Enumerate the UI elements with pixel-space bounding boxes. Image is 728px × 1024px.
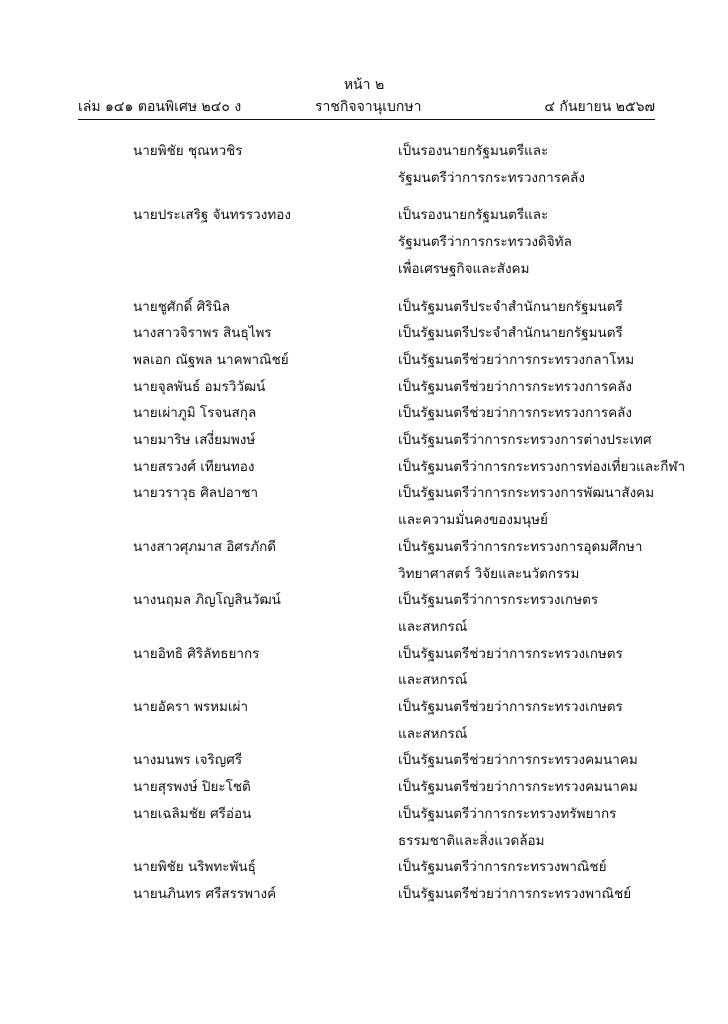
appointee-name: นายมาริษ เสงี่ยมพงษ์ (133, 432, 256, 449)
appointment-row (0, 534, 728, 587)
appointee-position (398, 587, 718, 640)
appointment-row (0, 480, 728, 533)
position-line: เป็นรัฐมนตรีว่าการกระทรวงการต่างประเทศ (398, 432, 652, 449)
appointee-name: นางสาวจิราพร สินธุไพร (133, 325, 272, 342)
appointee-name: นายจุลพันธ์ อมรวิวัฒน์ (133, 378, 266, 395)
appointee-position (398, 801, 718, 854)
appointee-position (398, 534, 718, 587)
position-line: เป็นรัฐมนตรีช่วยว่าการกระทรวงคมนาคม (398, 752, 638, 769)
appointee-position (398, 320, 718, 347)
appointment-row (0, 774, 728, 801)
publication-title: ราชกิจจานุเบกษา (315, 99, 422, 115)
appointee-position (398, 774, 718, 801)
appointee-position (398, 641, 718, 694)
appointment-row (0, 694, 728, 747)
appointee-name: นางนฤมล ภิญโญสินวัฒน์ (133, 592, 281, 609)
appointee-position (398, 400, 718, 427)
position-line: และสหกรณ์ (398, 672, 468, 689)
appointee-name: นางมนพร เจริญศรี (133, 752, 243, 769)
appointee-position (398, 747, 718, 774)
appointee-name: นายอัครา พรหมเผ่า (133, 699, 249, 716)
appointee-position (398, 480, 718, 533)
appointee-name: นายชูศักดิ์ ศิรินิล (133, 298, 231, 315)
position-line: เป็นรัฐมนตรีว่าการกระทรวงทรัพยากร (398, 805, 617, 822)
appointment-row (0, 801, 728, 854)
header-divider (78, 119, 655, 120)
position-line: เป็นรัฐมนตรีช่วยว่าการกระทรวงคมนาคม (398, 779, 638, 796)
appointment-row (0, 587, 728, 640)
gazette-header (78, 96, 655, 116)
position-line: เป็นรัฐมนตรีว่าการกระทรวงการพัฒนาสังคม (398, 485, 655, 502)
appointee-name: นายอิทธิ ศิริลัทธยากร (133, 645, 260, 662)
appointee-position (398, 138, 718, 191)
appointee-position (398, 347, 718, 374)
appointee-position (398, 294, 718, 321)
row-spacer (0, 191, 728, 202)
page-number: หน้า ๒ (343, 77, 385, 93)
publication-date: ๔ กันยายน ๒๕๖๗ (544, 99, 655, 115)
position-line: เป็นรัฐมนตรีว่าการกระทรวงการอุดมศึกษา (398, 538, 643, 555)
appointment-row (0, 320, 728, 347)
appointee-position (398, 854, 718, 881)
appointment-row (0, 881, 728, 908)
appointee-name: พลเอก ณัฐพล นาคพาณิชย์ (133, 351, 289, 368)
appointee-position (398, 374, 718, 401)
position-line: เป็นรัฐมนตรีว่าการกระทรวงพาณิชย์ (398, 859, 607, 876)
position-line: รัฐมนตรีว่าการกระทรวงการคลัง (398, 169, 585, 186)
position-line: เป็นรัฐมนตรีช่วยว่าการกระทรวงการคลัง (398, 378, 632, 395)
position-line: เป็นรัฐมนตรีช่วยว่าการกระทรวงเกษตร (398, 645, 623, 662)
appointment-row (0, 347, 728, 374)
position-line: เป็นรัฐมนตรีช่วยว่าการกระทรวงการคลัง (398, 405, 632, 422)
appointment-row (0, 641, 728, 694)
position-line: วิทยาศาสตร์ วิจัยและนวัตกรรม (398, 565, 580, 582)
appointment-row (0, 400, 728, 427)
row-spacer (0, 283, 728, 294)
position-line: เป็นรัฐมนตรีว่าการกระทรวงเกษตร (398, 592, 599, 609)
position-line: เพื่อเศรษฐกิจและสังคม (398, 260, 530, 277)
position-line: เป็นรัฐมนตรีว่าการกระทรวงการท่องเที่ยวและกีฬา (398, 458, 686, 475)
position-line: และสหกรณ์ (398, 618, 468, 635)
appointment-row (0, 138, 728, 191)
appointee-position (398, 454, 718, 481)
position-line: เป็นรัฐมนตรีช่วยว่าการกระทรวงพาณิชย์ (398, 885, 632, 902)
appointee-name: นายประเสริฐ จันทรรวงทอง (133, 207, 291, 224)
appointment-row (0, 854, 728, 881)
appointee-name: นางสาวศุภมาส อิศรภักดี (133, 538, 277, 555)
position-line: เป็นรองนายกรัฐมนตรีและ (398, 143, 549, 159)
position-line: เป็นรัฐมนตรีช่วยว่าการกระทรวงเกษตร (398, 699, 623, 716)
position-line: และสหกรณ์ (398, 725, 468, 742)
appointee-position (398, 694, 718, 747)
appointee-name: นายพิชัย ชุณหวชิร (133, 143, 243, 159)
position-line: ธรรมชาติและสิ่งแวดล้อม (398, 832, 545, 849)
appointee-name: นายเผ่าภูมิ โรจนสกุล (133, 405, 257, 422)
position-line: รัฐมนตรีว่าการกระทรวงดิจิทัล (398, 234, 572, 251)
appointee-name: นายเฉลิมชัย ศรีอ่อน (133, 805, 252, 822)
position-line: เป็นรองนายกรัฐมนตรีและ (398, 207, 549, 224)
appointment-row (0, 374, 728, 401)
position-line: และความมั่นคงของมนุษย์ (398, 512, 548, 529)
appointment-row (0, 747, 728, 774)
appointment-row (0, 202, 728, 282)
appointee-name: นายสุรพงษ์ ปิยะโชติ (133, 779, 251, 796)
appointee-position (398, 881, 718, 908)
appointment-row (0, 294, 728, 321)
position-line: เป็นรัฐมนตรีช่วยว่าการกระทรวงกลาโหม (398, 351, 635, 368)
appointee-name: นายสรวงศ์ เทียนทอง (133, 458, 255, 475)
appointee-name: นายวราวุธ ศิลปอาชา (133, 485, 259, 502)
appointee-name: นายพิชัย นริพทะพันธุ์ (133, 859, 256, 876)
appointee-name: นายนภินทร ศรีสรรพางค์ (133, 885, 277, 902)
volume-issue: เล่ม ๑๔๑ ตอนพิเศษ ๒๔๐ ง (78, 99, 242, 115)
position-line: เป็นรัฐมนตรีประจำสำนักนายกรัฐมนตรี (398, 325, 623, 342)
position-line: เป็นรัฐมนตรีประจำสำนักนายกรัฐมนตรี (398, 298, 623, 315)
appointment-row (0, 427, 728, 454)
appointee-position (398, 427, 718, 454)
appointee-position (398, 202, 718, 282)
appointment-row (0, 454, 728, 481)
appointment-list (0, 138, 728, 908)
